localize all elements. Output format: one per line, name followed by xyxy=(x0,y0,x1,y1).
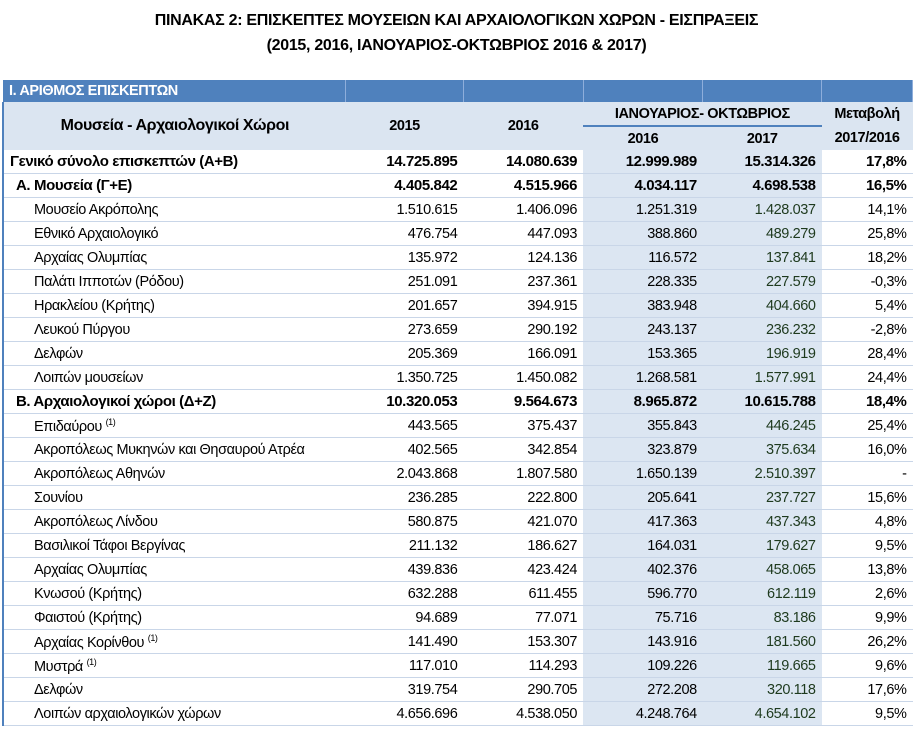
value-jan-oct-2016: 116.572 xyxy=(583,246,703,270)
value-change: - xyxy=(822,462,913,486)
header-change: Μεταβολή xyxy=(822,102,913,126)
value-2015: 201.657 xyxy=(346,294,464,318)
value-2016: 290.705 xyxy=(463,678,583,702)
table-title: ΠΙΝΑΚΑΣ 2: ΕΠΙΣΚΕΠΤΕΣ ΜΟΥΣΕΙΩΝ ΚΑΙ ΑΡΧΑΙΟΛΟΓΙΚΩΝ ΧΩΡΩΝ - ΕΙΣΠΡΑΞΕΙΣ xyxy=(154,12,759,29)
row-name-text: Εθνικό Αρχαιολογικό xyxy=(34,225,159,242)
row-name-text: Φαιστού (Κρήτης) xyxy=(34,609,142,626)
table-row xyxy=(3,702,913,726)
value-2016: 447.093 xyxy=(463,222,583,246)
value-2016: 4.538.050 xyxy=(463,702,583,726)
row-name-text: Β. Αρχαιολογικοί χώροι (Δ+Ζ) xyxy=(16,393,216,410)
value-jan-oct-2016: 4.248.764 xyxy=(583,702,703,726)
table-row xyxy=(3,558,913,582)
row-name xyxy=(3,246,346,270)
footnote-marker: (1) xyxy=(86,656,97,667)
row-name-text: Σουνίου xyxy=(34,489,83,506)
row-name xyxy=(3,222,346,246)
table-row xyxy=(3,630,913,654)
row-name-text: Ακροπόλεως Μυκηνών και Θησαυρού Ατρέα xyxy=(34,441,305,458)
value-change: 5,4% xyxy=(822,294,913,318)
table-row xyxy=(3,222,913,246)
row-name xyxy=(3,678,346,702)
footnote-marker: (1) xyxy=(105,416,116,427)
header-2016: 2016 xyxy=(463,102,583,150)
value-jan-oct-2017: 15.314.326 xyxy=(703,150,822,174)
value-2015: 251.091 xyxy=(346,270,464,294)
value-change: 17,6% xyxy=(822,678,913,702)
value-2015: 273.659 xyxy=(346,318,464,342)
row-name xyxy=(3,174,346,198)
value-2015: 135.972 xyxy=(346,246,464,270)
row-name-text: Κνωσού (Κρήτης) xyxy=(34,585,142,602)
value-2015: 117.010 xyxy=(346,654,464,678)
value-jan-oct-2017: 137.841 xyxy=(703,246,822,270)
value-change: 13,8% xyxy=(822,558,913,582)
row-name-text: Βασιλικοί Τάφοι Βεργίνας xyxy=(34,537,186,554)
value-jan-oct-2017: 375.634 xyxy=(703,438,822,462)
value-2016: 1.406.096 xyxy=(463,198,583,222)
row-name xyxy=(3,414,346,438)
table-row xyxy=(3,294,913,318)
row-name xyxy=(3,198,346,222)
value-2016: 611.455 xyxy=(463,582,583,606)
value-jan-oct-2016: 143.916 xyxy=(583,630,703,654)
row-name xyxy=(3,558,346,582)
table-row xyxy=(3,678,913,702)
value-change: 24,4% xyxy=(822,366,913,390)
value-2016: 1.807.580 xyxy=(463,462,583,486)
value-2015: 4.405.842 xyxy=(346,174,464,198)
value-2015: 4.656.696 xyxy=(346,702,464,726)
value-jan-oct-2016: 1.268.581 xyxy=(583,366,703,390)
value-jan-oct-2017: 236.232 xyxy=(703,318,822,342)
value-jan-oct-2016: 8.965.872 xyxy=(583,390,703,414)
value-jan-oct-2017: 458.065 xyxy=(703,558,822,582)
value-jan-oct-2017: 4.654.102 xyxy=(703,702,822,726)
row-name-text: Ακροπόλεως Αθηνών xyxy=(34,465,165,482)
row-name xyxy=(3,342,346,366)
value-jan-oct-2016: 153.365 xyxy=(583,342,703,366)
table-subtitle: (2015, 2016, ΙΑΝΟΥΑΡΙΟΣ-ΟΚΤΩΒΡΙΟΣ 2016 & 2017) xyxy=(266,37,647,54)
value-jan-oct-2016: 388.860 xyxy=(583,222,703,246)
value-jan-oct-2017: 227.579 xyxy=(703,270,822,294)
table-row xyxy=(3,270,913,294)
value-change: 2,6% xyxy=(822,582,913,606)
row-name-text: Γενικό σύνολο επισκεπτών (Α+Β) xyxy=(10,153,238,170)
value-jan-oct-2017: 446.245 xyxy=(703,414,822,438)
value-jan-oct-2016: 1.650.139 xyxy=(583,462,703,486)
value-jan-oct-2017: 179.627 xyxy=(703,534,822,558)
table-row xyxy=(3,462,913,486)
value-jan-oct-2017: 237.727 xyxy=(703,486,822,510)
section-title: Ι. ΑΡΙΘΜΟΣ ΕΠΙΣΚΕΠΤΩΝ xyxy=(3,80,346,102)
row-name-text: Επιδαύρου xyxy=(34,418,102,435)
row-name xyxy=(3,486,346,510)
value-2015: 580.875 xyxy=(346,510,464,534)
value-jan-oct-2016: 596.770 xyxy=(583,582,703,606)
row-name xyxy=(3,630,346,654)
table-row xyxy=(3,246,913,270)
value-jan-oct-2016: 109.226 xyxy=(583,654,703,678)
value-change: 26,2% xyxy=(822,630,913,654)
value-change: 9,5% xyxy=(822,702,913,726)
row-name-text: Ακροπόλεως Λίνδου xyxy=(34,513,158,530)
value-2016: 14.080.639 xyxy=(463,150,583,174)
value-jan-oct-2017: 612.119 xyxy=(703,582,822,606)
footnote-marker: (1) xyxy=(147,632,158,643)
table-row xyxy=(3,414,913,438)
row-name xyxy=(3,270,346,294)
value-jan-oct-2017: 320.118 xyxy=(703,678,822,702)
value-2015: 439.836 xyxy=(346,558,464,582)
value-2016: 186.627 xyxy=(463,534,583,558)
value-jan-oct-2017: 489.279 xyxy=(703,222,822,246)
column-header-row xyxy=(3,102,913,126)
row-name xyxy=(3,510,346,534)
value-2015: 402.565 xyxy=(346,438,464,462)
table-row xyxy=(3,366,913,390)
row-name-text: Παλάτι Ιπποτών (Ρόδου) xyxy=(34,273,184,290)
value-jan-oct-2017: 83.186 xyxy=(703,606,822,630)
value-2015: 632.288 xyxy=(346,582,464,606)
table-row xyxy=(3,438,913,462)
row-name xyxy=(3,534,346,558)
value-change: 14,1% xyxy=(822,198,913,222)
row-name xyxy=(3,294,346,318)
value-change: 25,4% xyxy=(822,414,913,438)
row-name xyxy=(3,318,346,342)
value-jan-oct-2017: 404.660 xyxy=(703,294,822,318)
value-2015: 476.754 xyxy=(346,222,464,246)
value-change: 18,4% xyxy=(822,390,913,414)
table-row xyxy=(3,606,913,630)
value-jan-oct-2016: 164.031 xyxy=(583,534,703,558)
value-jan-oct-2016: 75.716 xyxy=(583,606,703,630)
row-name xyxy=(3,702,346,726)
value-change: 9,6% xyxy=(822,654,913,678)
value-change: 18,2% xyxy=(822,246,913,270)
value-jan-oct-2017: 181.560 xyxy=(703,630,822,654)
value-2015: 14.725.895 xyxy=(346,150,464,174)
table-row xyxy=(3,582,913,606)
table-row xyxy=(3,150,913,174)
value-2016: 153.307 xyxy=(463,630,583,654)
table-row xyxy=(3,342,913,366)
value-change: 9,5% xyxy=(822,534,913,558)
value-2016: 77.071 xyxy=(463,606,583,630)
row-name xyxy=(3,582,346,606)
table-row xyxy=(3,654,913,678)
row-name-text: Λοιπών μουσείων xyxy=(34,369,143,386)
value-2015: 443.565 xyxy=(346,414,464,438)
value-2016: 421.070 xyxy=(463,510,583,534)
table-row xyxy=(3,318,913,342)
table-row xyxy=(3,174,913,198)
row-name-text: Λευκού Πύργου xyxy=(34,321,130,338)
value-2015: 319.754 xyxy=(346,678,464,702)
value-jan-oct-2017: 1.428.037 xyxy=(703,198,822,222)
value-2016: 4.515.966 xyxy=(463,174,583,198)
row-name-text: Α. Μουσεία (Γ+Ε) xyxy=(16,177,132,194)
value-2015: 1.510.615 xyxy=(346,198,464,222)
value-2015: 141.490 xyxy=(346,630,464,654)
header-period-2017: 2017 xyxy=(703,126,822,150)
value-jan-oct-2017: 1.577.991 xyxy=(703,366,822,390)
value-2016: 222.800 xyxy=(463,486,583,510)
value-2016: 237.361 xyxy=(463,270,583,294)
row-name xyxy=(3,606,346,630)
value-jan-oct-2016: 383.948 xyxy=(583,294,703,318)
row-name-text: Δελφών xyxy=(34,345,83,362)
value-jan-oct-2017: 196.919 xyxy=(703,342,822,366)
value-change: 16,5% xyxy=(822,174,913,198)
value-change: 25,8% xyxy=(822,222,913,246)
value-2016: 166.091 xyxy=(463,342,583,366)
header-period-2016: 2016 xyxy=(583,126,703,150)
row-name xyxy=(3,654,346,678)
table-row xyxy=(3,534,913,558)
table-row xyxy=(3,510,913,534)
value-jan-oct-2016: 243.137 xyxy=(583,318,703,342)
value-jan-oct-2016: 228.335 xyxy=(583,270,703,294)
value-2016: 394.915 xyxy=(463,294,583,318)
value-2016: 9.564.673 xyxy=(463,390,583,414)
value-jan-oct-2016: 402.376 xyxy=(583,558,703,582)
value-2015: 211.132 xyxy=(346,534,464,558)
row-name-text: Λοιπών αρχαιολογικών χώρων xyxy=(34,705,221,722)
value-change: 17,8% xyxy=(822,150,913,174)
row-name-text: Αρχαίας Κορίνθου xyxy=(34,634,145,651)
table-row xyxy=(3,198,913,222)
value-jan-oct-2016: 4.034.117 xyxy=(583,174,703,198)
row-name xyxy=(3,438,346,462)
value-jan-oct-2016: 355.843 xyxy=(583,414,703,438)
value-change: -2,8% xyxy=(822,318,913,342)
value-2015: 1.350.725 xyxy=(346,366,464,390)
value-jan-oct-2017: 10.615.788 xyxy=(703,390,822,414)
row-name-text: Μυστρά xyxy=(34,658,83,675)
value-2016: 375.437 xyxy=(463,414,583,438)
value-2015: 2.043.868 xyxy=(346,462,464,486)
value-change: 9,9% xyxy=(822,606,913,630)
value-2015: 94.689 xyxy=(346,606,464,630)
value-jan-oct-2016: 323.879 xyxy=(583,438,703,462)
header-period: ΙΑΝΟΥΑΡΙΟΣ- ΟΚΤΩΒΡΙΟΣ xyxy=(583,102,822,126)
value-jan-oct-2016: 12.999.989 xyxy=(583,150,703,174)
visitors-table xyxy=(2,80,913,726)
value-jan-oct-2017: 119.665 xyxy=(703,654,822,678)
value-2015: 236.285 xyxy=(346,486,464,510)
section-header-row xyxy=(3,80,913,102)
header-name: Μουσεία - Αρχαιολογικοί Χώροι xyxy=(3,102,346,150)
value-2016: 342.854 xyxy=(463,438,583,462)
row-name-text: Ηρακλείου (Κρήτης) xyxy=(34,297,155,314)
row-name-text: Δελφών xyxy=(34,681,83,698)
value-2016: 290.192 xyxy=(463,318,583,342)
row-name-text: Αρχαίας Ολυμπίας xyxy=(34,561,147,578)
value-2016: 423.424 xyxy=(463,558,583,582)
value-jan-oct-2017: 4.698.538 xyxy=(703,174,822,198)
value-change: 16,0% xyxy=(822,438,913,462)
value-jan-oct-2016: 272.208 xyxy=(583,678,703,702)
value-2015: 205.369 xyxy=(346,342,464,366)
row-name-text: Αρχαίας Ολυμπίας xyxy=(34,249,147,266)
value-jan-oct-2016: 205.641 xyxy=(583,486,703,510)
table-row xyxy=(3,390,913,414)
value-2015: 10.320.053 xyxy=(346,390,464,414)
value-change: 15,6% xyxy=(822,486,913,510)
row-name xyxy=(3,150,346,174)
header-2015: 2015 xyxy=(346,102,464,150)
row-name xyxy=(3,366,346,390)
value-jan-oct-2017: 2.510.397 xyxy=(703,462,822,486)
value-jan-oct-2016: 417.363 xyxy=(583,510,703,534)
value-jan-oct-2017: 437.343 xyxy=(703,510,822,534)
table-row xyxy=(3,486,913,510)
header-change-period: 2017/2016 xyxy=(822,126,913,150)
value-2016: 124.136 xyxy=(463,246,583,270)
value-2016: 114.293 xyxy=(463,654,583,678)
row-name xyxy=(3,462,346,486)
value-change: 28,4% xyxy=(822,342,913,366)
value-change: -0,3% xyxy=(822,270,913,294)
row-name xyxy=(3,390,346,414)
value-2016: 1.450.082 xyxy=(463,366,583,390)
row-name-text: Μουσείο Ακρόπολης xyxy=(34,201,159,218)
value-jan-oct-2016: 1.251.319 xyxy=(583,198,703,222)
value-change: 4,8% xyxy=(822,510,913,534)
